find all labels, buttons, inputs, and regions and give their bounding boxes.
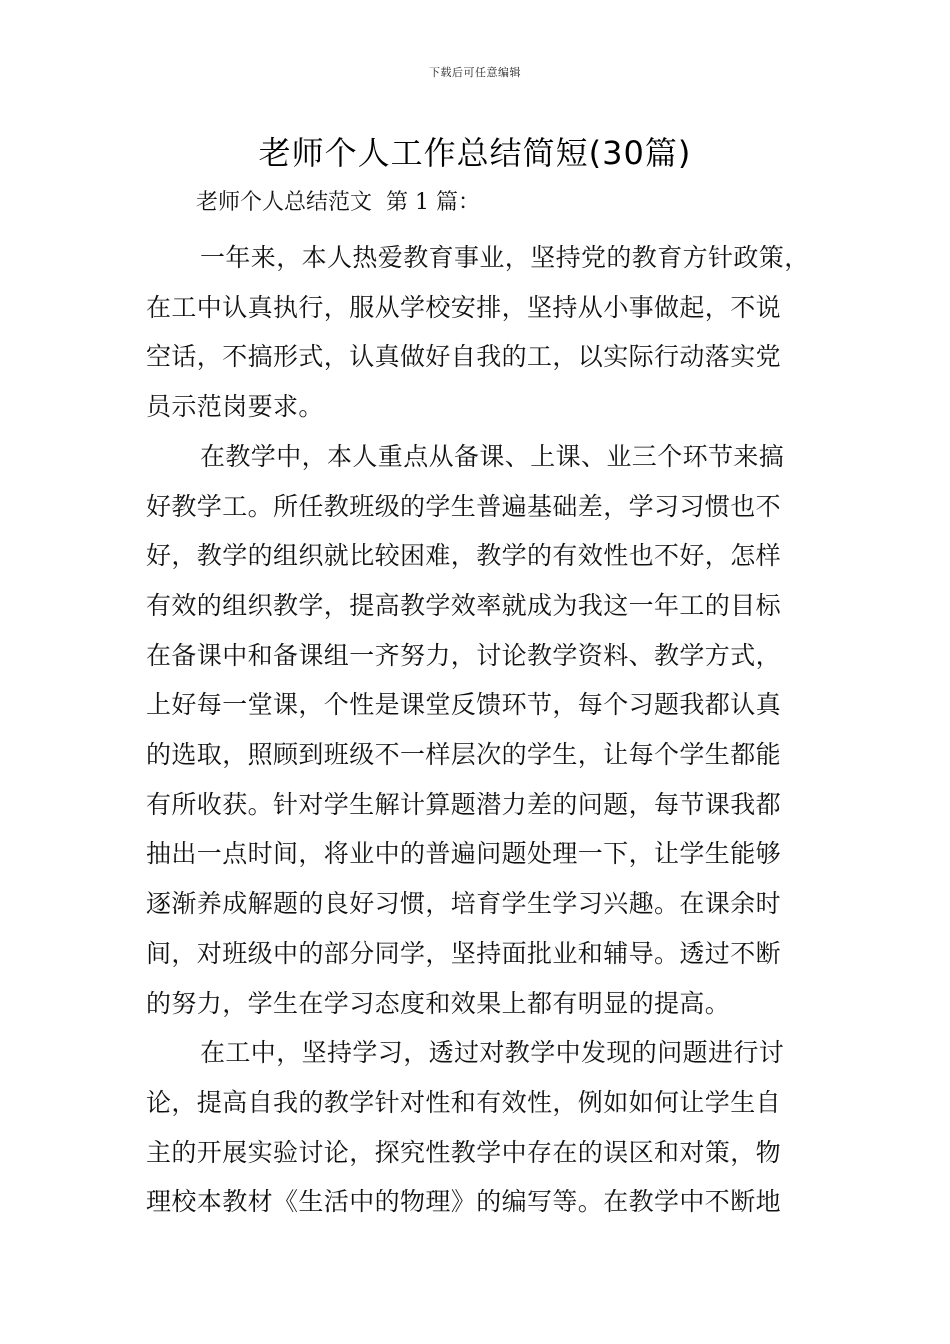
paragraph-line: 好，教学的组织就比较困难，教学的有效性也不好，怎样 — [146, 541, 782, 571]
paragraph-line: 的努力，学生在学习态度和效果上都有明显的提高。 — [146, 988, 731, 1018]
document-subtitle: 老师个人总结范文 第 1 篇： — [196, 190, 480, 215]
paragraph — [146, 1028, 836, 1227]
paragraph-line: 在工中，坚持学习，透过对教学中发现的问题进行讨 — [200, 1038, 785, 1068]
document-body — [146, 233, 836, 1227]
header-note: 下载后可任意编辑 — [429, 66, 521, 79]
paragraph — [146, 233, 836, 432]
paragraph-line: 的选取，照顾到班级不一样层次的学生，让每个学生都能 — [146, 740, 782, 770]
paragraph-line: 论，提高自我的教学针对性和有效性，例如如何让学生自 — [146, 1087, 782, 1117]
paragraph-line: 主的开展实验讨论，探究性教学中存在的误区和对策，物 — [146, 1137, 782, 1167]
paragraph-line: 空话，不搞形式，认真做好自我的工，以实际行动落实党 — [146, 342, 782, 372]
paragraph-line: 在备课中和备课组一齐努力，讨论教学资料、教学方式， — [146, 640, 782, 670]
paragraph-line: 上好每一堂课，个性是课堂反馈环节，每个习题我都认真 — [146, 690, 782, 720]
document-title: 老师个人工作总结简短(30篇) — [258, 134, 692, 172]
paragraph — [146, 432, 836, 1028]
paragraph-line: 间，对班级中的部分同学，坚持面批业和辅导。透过不断 — [146, 938, 782, 968]
paragraph-line: 有所收获。针对学生解计算题潜力差的问题，每节课我都 — [146, 789, 782, 819]
paragraph-line: 一年来，本人热爱教育事业，坚持党的教育方针政策， — [200, 243, 810, 272]
paragraph-line: 逐渐养成解题的良好习惯，培育学生学习兴趣。在课余时 — [146, 889, 782, 919]
paragraph-line: 抽出一点时间，将业中的普遍问题处理一下，让学生能够 — [146, 839, 782, 869]
paragraph-line: 有效的组织教学，提高教学效率就成为我这一年工的目标 — [146, 590, 782, 620]
paragraph-line: 员示范岗要求。 — [146, 392, 324, 422]
paragraph-line: 在工中认真执行，服从学校安排，坚持从小事做起，不说 — [146, 292, 782, 322]
paragraph-line: 在教学中，本人重点从备课、上课、业三个环节来搞 — [200, 441, 785, 471]
paragraph-line: 理校本教材《生活中的物理》的编写等。在教学中不断地 — [146, 1187, 782, 1217]
paragraph-line: 好教学工。所任教班级的学生普遍基础差，学习习惯也不 — [146, 491, 782, 521]
